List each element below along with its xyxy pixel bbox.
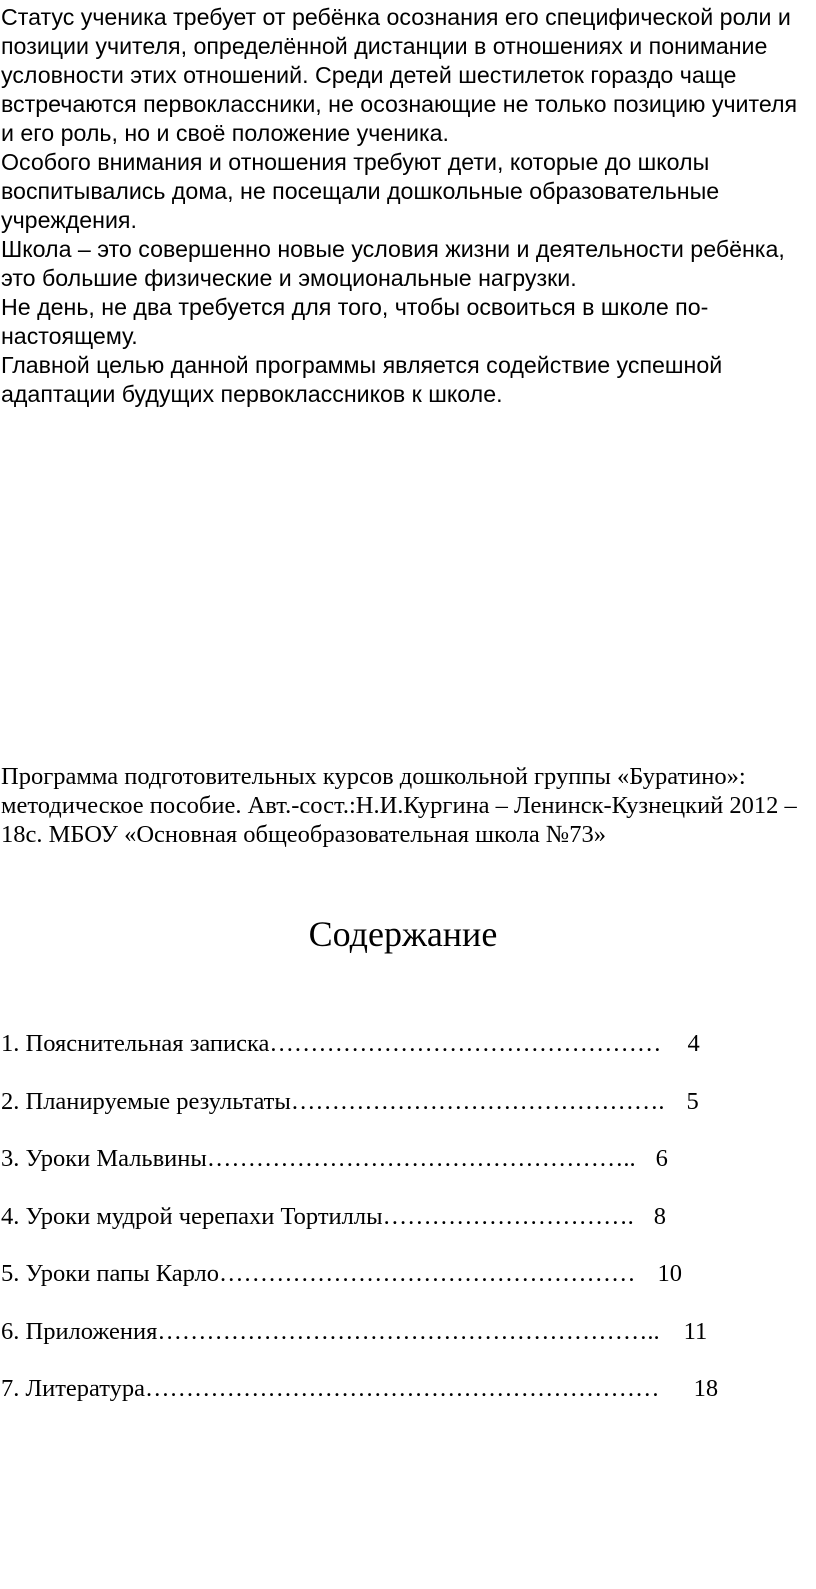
toc-entry-text: 5. Уроки папы Карло…………………………………………… xyxy=(1,1260,636,1287)
toc-entry-page: 18 xyxy=(693,1375,719,1402)
intro-paragraph: Школа – это совершенно новые условия жизни и деятельности ребёнка, это большие физические и эмоциональные нагрузки. xyxy=(1,236,785,291)
toc-entry xyxy=(1,1317,813,1375)
intro-paragraph: Главной целью данной программы является содействие успешной адаптации будущих первоклассников к школе. xyxy=(1,352,723,407)
toc-entry-page: 6 xyxy=(655,1145,668,1172)
intro-paragraph: Не день, не два требуется для того, чтобы освоиться в школе по-настоящему. xyxy=(1,294,709,349)
toc-entry-page: 4 xyxy=(687,1030,700,1057)
toc-title: Содержание xyxy=(308,914,498,954)
intro-text xyxy=(1,3,813,409)
toc-entry-page: 11 xyxy=(683,1317,708,1345)
intro-paragraph: Статус ученика требует от ребёнка осознания его специфической роли и позиции учителя, определённой дистанции в отношениях и понимание условности этих отношений. Среди детей шестилеток гораздо чаще встречаются первоклассники, не осознающие не только позицию учителя и его роль, но и своё положение ученика. xyxy=(1,4,798,146)
bibliographic-citation: Программа подготовительных курсов дошкольной группы «Буратино»: методическое пособие. Авт.-сост.:Н.И.Кургина – Ленинск-Кузнецкий 2012 – 18с. МБОУ «Основная общеобразовательная школа №73» xyxy=(1,763,797,848)
toc-entry xyxy=(1,1374,813,1432)
toc-entry-text: 2. Планируемые результаты………………………………………. xyxy=(1,1087,665,1115)
toc-entry-page: 5 xyxy=(686,1087,699,1115)
toc-entry-text: 4. Уроки мудрой черепахи Тортиллы…………………………. xyxy=(1,1202,634,1230)
toc-entry-text: 3. Уроки Мальвины…………………………………………….. xyxy=(1,1145,636,1172)
toc-entry-page: 10 xyxy=(657,1260,682,1287)
intro-paragraph: Особого внимания и отношения требуют дети, которые до школы воспитывались дома, не посещали дошкольные образовательные учреждения. xyxy=(1,149,720,233)
toc-entry xyxy=(1,1144,813,1202)
toc-entry xyxy=(1,1029,813,1087)
toc-entry-text: 6. Приложения…………………………………………………….. xyxy=(1,1317,660,1345)
toc-entry-text: 1. Пояснительная записка………………………………………… xyxy=(1,1030,662,1057)
table-of-contents xyxy=(1,1029,813,1432)
toc-entry-text: 7. Литература……………………………………………………… xyxy=(1,1375,660,1402)
toc-entry xyxy=(1,1087,813,1145)
toc-entry xyxy=(1,1202,813,1260)
toc-entry-page: 8 xyxy=(653,1202,666,1230)
toc-entry xyxy=(1,1259,813,1317)
